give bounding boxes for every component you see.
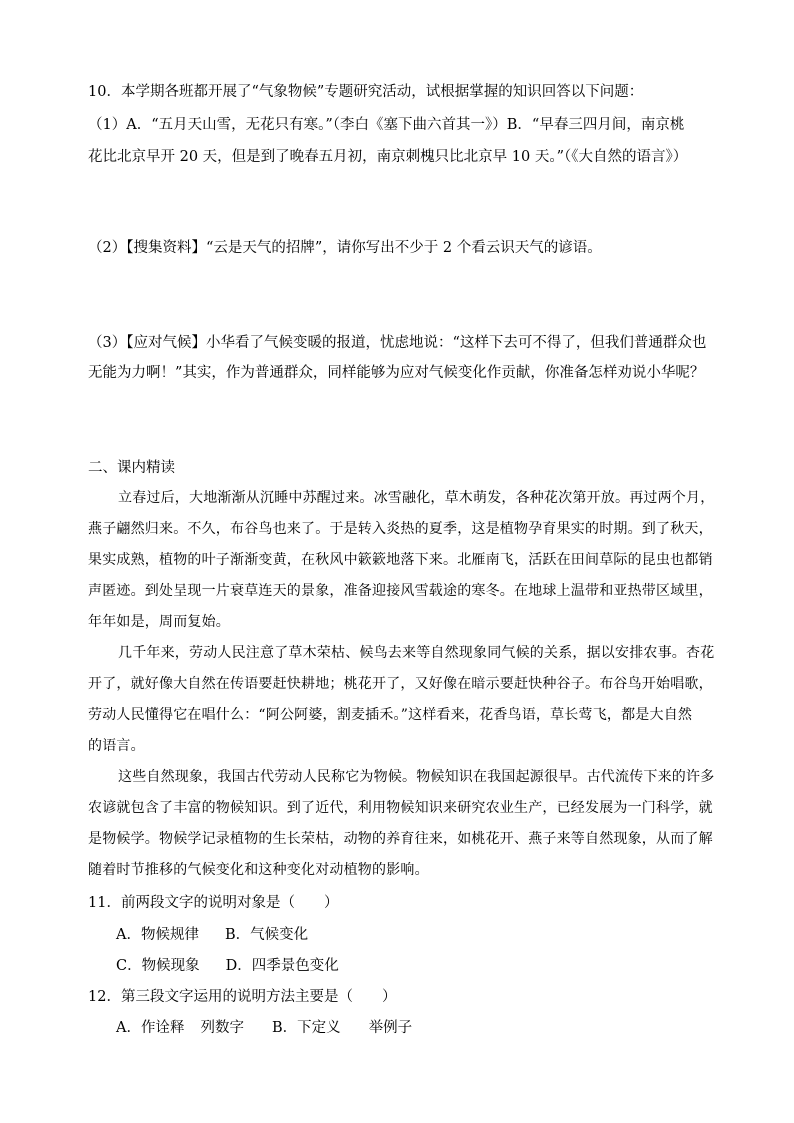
option-b[interactable]: B．气候变化: [224, 927, 309, 943]
option-d[interactable]: D．四季景色变化: [225, 958, 339, 974]
passage-line: 农谚就包含了丰富的物候知识。到了近代，利用物候知识来研究农业生产，已经发展为一门科学，就: [88, 800, 713, 816]
passage-line: 劳动人民懂得它在唱什么：“阿公阿婆，割麦插禾。”这样看来，花香鸟语，草长莺飞，都是大自然: [88, 707, 693, 723]
question-11-options-row1: [116, 925, 308, 945]
passage-line: 随着时节推移的气候变化和这种变化对动植物的影响。: [88, 862, 429, 878]
option-a[interactable]: A．物候规律: [116, 927, 199, 943]
passage-line: 燕子翩然归来。不久，布谷鸟也来了。于是转入炎热的夏季，这是植物孕育果实的时期。到了秋天，: [88, 521, 713, 537]
question-12-options-row1: [116, 1018, 412, 1038]
option-b[interactable]: B．下定义: [271, 1020, 341, 1036]
passage-line: 这些自然现象，我国古代劳动人民称它为物候。物候知识在我国起源很早。古代流传下来的许多: [118, 769, 715, 785]
option-b-extra[interactable]: 举例子: [368, 1020, 413, 1036]
question-10-part3-line1: （3）【应对气候】小华看了气候变暖的报道，忧虑地说：“这样下去可不得了，但我们普通群众也: [88, 335, 707, 351]
passage-line: 年年如是，周而复始。: [88, 614, 230, 630]
question-10-part2: （2）【搜集资料】“云是天气的招牌”，请你写出不少于 2 个看云识天气的谚语。: [88, 240, 602, 256]
option-a-extra[interactable]: 列数字: [200, 1020, 244, 1036]
question-10-part1-line2: 花比北京早开 20 天，但是到了晚春五月初，南京刺槐只比北京早 10 天。”（《大自然的语言》）: [88, 149, 688, 165]
question-10-stem: 10．本学期各班都开展了“气象物候”专题研究活动，试根据掌握的知识回答以下问题：: [88, 84, 644, 100]
question-11-options-row2: [116, 956, 339, 976]
passage-line: 是物候学。物候学记录植物的生长荣枯，动物的养育往来，如桃花开、燕子来等自然现象，从而了解: [88, 831, 713, 847]
question-10-part1-line1: （1）A．“五月天山雪，无花只有寒。”（李白《塞下曲六首其一》）B．“早春三四月间，南京桃: [88, 117, 685, 133]
passage-line: 的语言。: [88, 738, 145, 754]
section-2-heading: 二、课内精读: [88, 460, 175, 476]
passage-line: 果实成熟，植物的叶子渐渐变黄，在秋风中簌簌地落下来。北雁南飞，活跃在田间草际的昆虫也都销: [88, 552, 713, 568]
question-12-stem: 12．第三段文字运用的说明方法主要是（ ）: [88, 989, 397, 1005]
passage-line: 开了，就好像大自然在传语要赶快耕地；桃花开了，又好像在暗示要赶快种谷子。布谷鸟开始唱歌，: [88, 676, 713, 692]
option-a[interactable]: A．作诠释: [116, 1020, 185, 1036]
passage-line: 几千年来，劳动人民注意了草木荣枯、候鸟去来等自然现象同气候的关系，据以安排农事。杏花: [118, 645, 715, 661]
passage-line: 声匿迹。到处呈现一片衰草连天的景象，准备迎接风雪载途的寒冬。在地球上温带和亚热带区域里，: [88, 583, 713, 599]
question-10-part3-line2: 无能为力啊！”其实，作为普通群众，同样能够为应对气候变化作贡献，你准备怎样劝说小华呢？: [88, 365, 705, 381]
option-c[interactable]: C．物候现象: [116, 958, 200, 974]
question-11-stem: 11．前两段文字的说明对象是（ ）: [88, 895, 339, 911]
passage-line: 立春过后，大地渐渐从沉睡中苏醒过来。冰雪融化，草木萌发，各种花次第开放。再过两个月，: [118, 490, 715, 506]
